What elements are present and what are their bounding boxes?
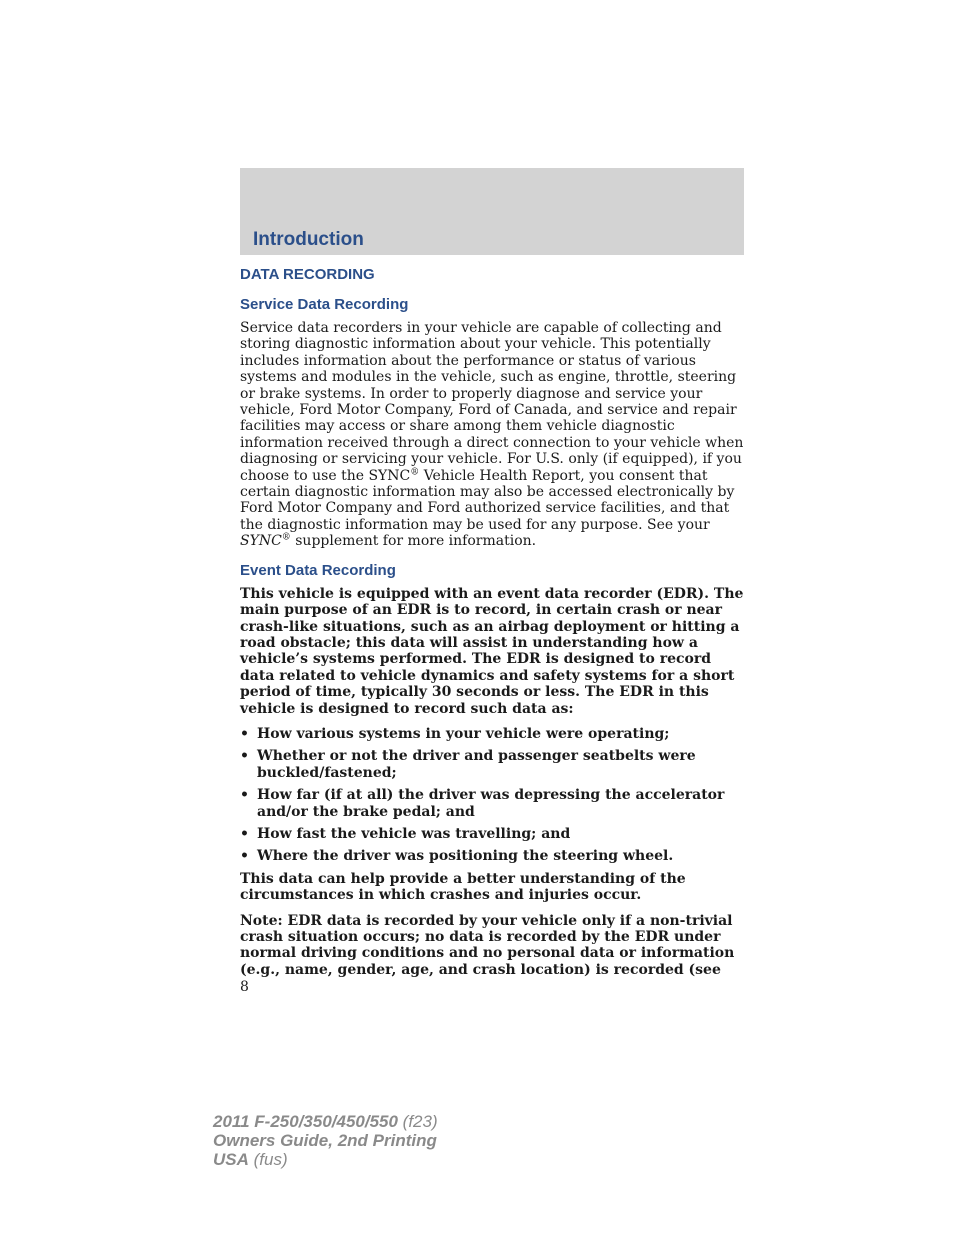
service-text-b: Vehicle Health Report, you consent that certain diagnostic information may also be accessed electronically by Ford Motor Company and Ford authorized service facilities, and that the diagnostic information may be used for any purpose. See your (240, 467, 735, 533)
bullet-glyph: • (240, 848, 249, 865)
bullet-glyph: • (240, 748, 249, 765)
service-heading: Service Data Recording (240, 296, 409, 313)
footer-line-3: USA (fus) (213, 1150, 288, 1169)
sync-italic: SYNC (240, 533, 282, 550)
event-summary: This data can help provide a better understanding of the circumstances in which crashes and injuries occur. (240, 870, 686, 904)
footer-line-1: 2011 F-250/350/450/550 (f23) (213, 1112, 438, 1131)
bullet-glyph: • (240, 725, 249, 742)
service-text-a: Service data recorders in your vehicle are capable of collecting and storing diagnostic information about your vehicle. This potentially includes information about the performance or status of various systems and modules in the vehicle, such as engine, throttle, steering or brake systems. In order to properly diagnose and service your vehicle, Ford Motor Company, Ford of Canada, and service and repair facilities may access or share among them vehicle diagnostic information received through a direct connection to your vehicle when diagnosing or servicing your vehicle. For U.S. only (if equipped), if you choose to use the SYNC (240, 320, 744, 484)
edr-data-list (240, 726, 744, 865)
service-paragraph (240, 320, 744, 550)
footer-line-2: Owners Guide, 2nd Printing (213, 1131, 437, 1150)
service-text-c: supplement for more information. (290, 533, 537, 550)
page-content (240, 266, 744, 996)
list-item: • How fast the vehicle was travelling; and (240, 825, 571, 842)
event-note: Note: EDR data is recorded by your vehicle only if a non-trivial crash situation occurs; no data is recorded by the EDR under normal driving conditions and no personal data or information (e.g., name, gender, age, and crash location) is recorded (see (240, 912, 735, 978)
list-item: • Whether or not the driver and passenger seatbelts were buckled/fastened; (240, 748, 696, 781)
event-intro: This vehicle is equipped with an event data recorder (EDR). The main purpose of an EDR is to record, in certain crash or near crash-like situations, such as an airbag deployment or hitting a road obstacle; this data will assist in understanding how a vehicle’s systems performed. The EDR is designed to record data related to vehicle dynamics and safety systems for a short period of time, typically 30 seconds or less. The EDR in this vehicle is designed to record such data as: (240, 585, 744, 717)
list-item: • How various systems in your vehicle were operating; (240, 725, 670, 742)
section-title: DATA RECORDING (240, 266, 375, 283)
section-header-band (240, 168, 744, 255)
registered-mark: ® (410, 467, 420, 477)
list-item: • How far (if at all) the driver was depressing the accelerator and/or the brake pedal; and (240, 787, 725, 820)
bullet-glyph: • (240, 787, 249, 804)
chapter-title: Introduction (253, 229, 364, 250)
list-item: • Where the driver was positioning the steering wheel. (240, 848, 674, 865)
page-number: 8 (240, 979, 249, 996)
registered-mark-2: ® (281, 532, 291, 543)
document-footer (213, 1112, 438, 1169)
bullet-glyph: • (240, 825, 249, 842)
event-heading: Event Data Recording (240, 561, 396, 579)
